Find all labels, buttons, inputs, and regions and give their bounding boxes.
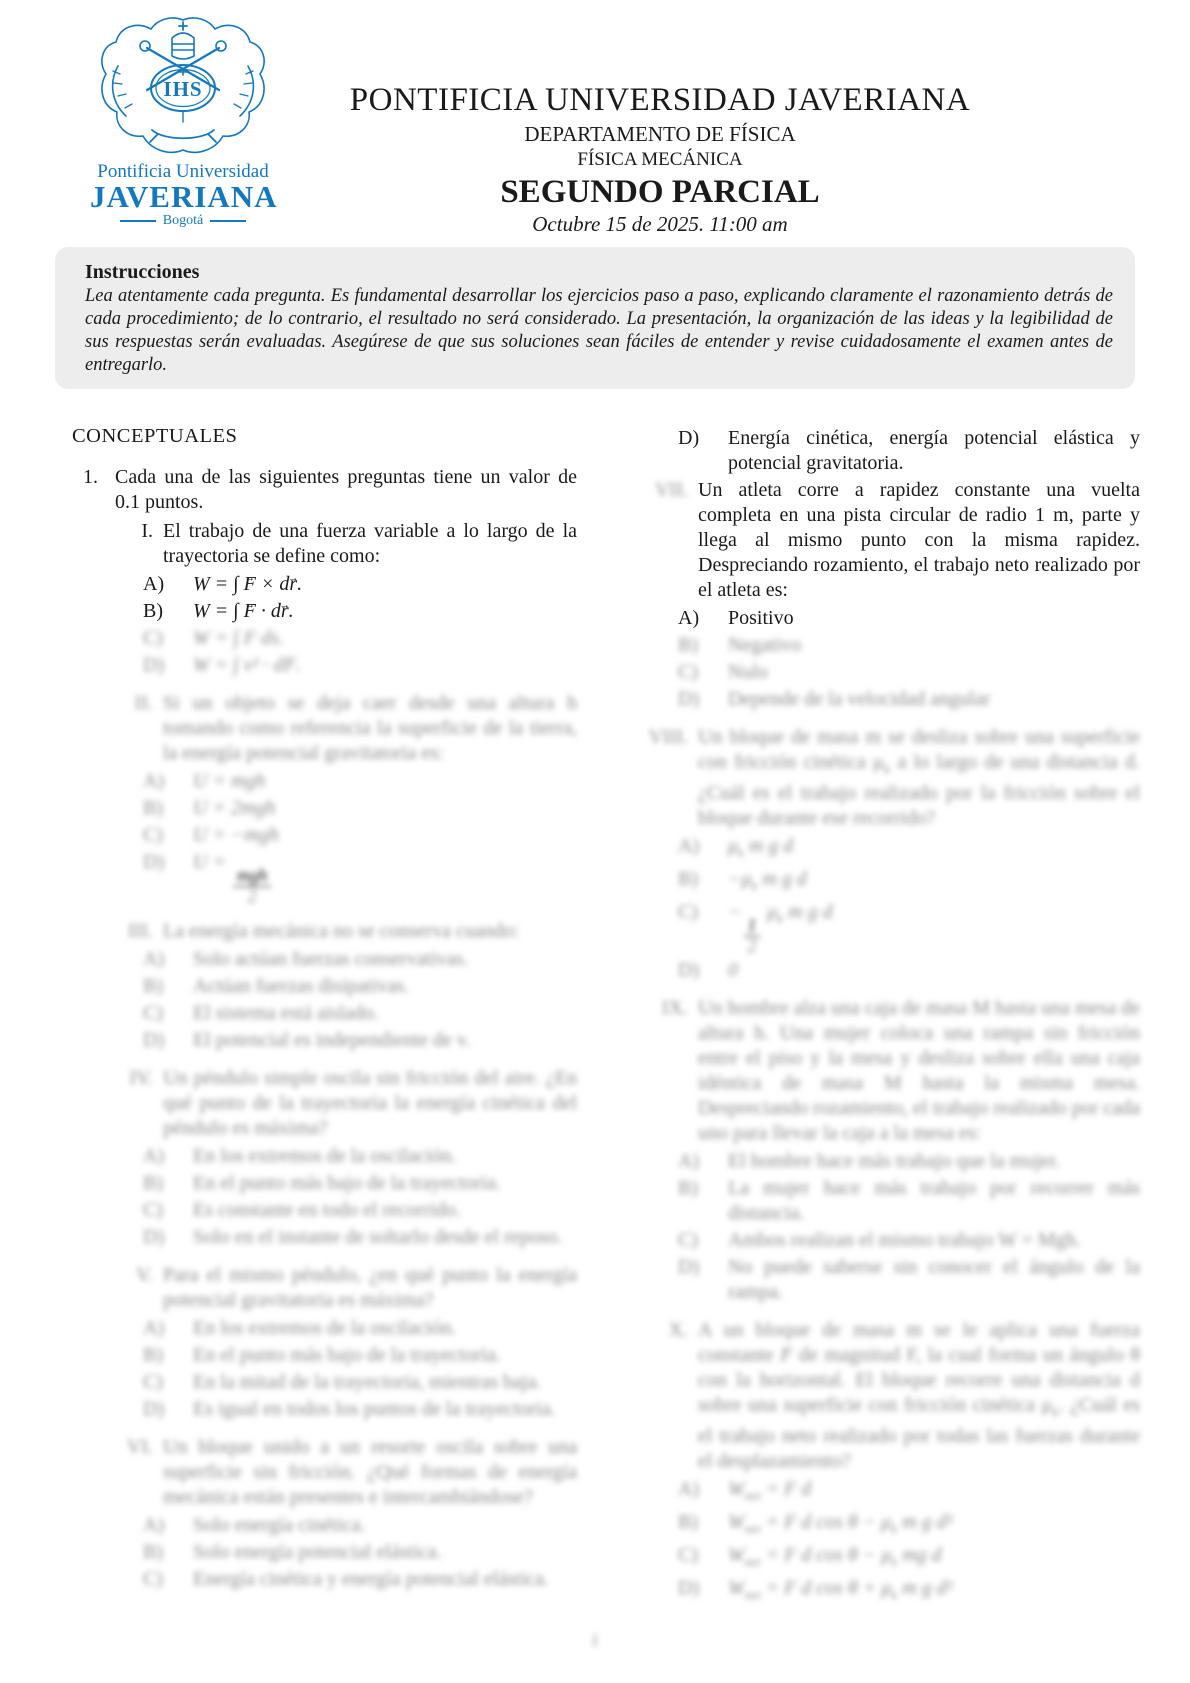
question-numeral: X. — [668, 1319, 688, 1342]
option-item — [678, 1176, 1140, 1226]
option-item — [678, 1149, 1140, 1174]
question-text: Un péndulo simple oscila sin fricción del aire. ¿En qué punto de la trayectoria la energía cinética del péndulo es máxima? — [163, 1067, 577, 1140]
question-text: A un bloque de masa m se le aplica una fuerza constante F → de magnitud F, la cual forma un ángulo θ con la horizontal. El bloque recorre una distancia d sobre una superficie con fricción cinética $\mu_k$. ¿Cuál es el trabajo neto realizado por todas las fuerzas durante el desplazamiento? — [698, 1318, 1140, 1474]
section-title: CONCEPTUALES — [72, 425, 238, 447]
question-text: Un bloque unido a un resorte oscila sobre una superficie sin fricción. ¿Qué formas de energía mecánica están presentes e intercambiándose? — [163, 1436, 577, 1509]
option-label: B) — [143, 1172, 163, 1195]
options-list — [143, 1513, 577, 1592]
option-label: D) — [143, 654, 165, 676]
option-text: Solo energía potencial elástica. — [193, 1541, 442, 1564]
option-label: A) — [143, 770, 165, 792]
option-label: B) — [678, 1177, 698, 1200]
question-text: Para el mismo péndulo, ¿en qué punto la energía potencial gravitatoria es máxima? — [163, 1264, 577, 1312]
question-numeral: V. — [136, 1264, 153, 1287]
option-text: Actúan fuerzas disipativas. — [193, 975, 410, 998]
question-item — [600, 1318, 1140, 1609]
option-item — [678, 834, 1140, 865]
option-label: C) — [143, 1371, 163, 1394]
option-label: C) — [678, 661, 698, 683]
department-name: DEPARTAMENTO DE FÍSICA — [524, 122, 796, 146]
option-label: D) — [678, 1577, 700, 1600]
logo-city-text: Bogotá — [162, 213, 204, 228]
option-label: A) — [143, 1145, 165, 1168]
option-item — [143, 1513, 577, 1538]
option-text: 0 — [728, 959, 738, 982]
option-item — [678, 1228, 1140, 1253]
option-text: $\mu_k$ m g d — [728, 835, 794, 860]
option-label: B) — [143, 797, 163, 819]
option-text: Energía cinética, energía potencial elástica y potencial gravitatoria. — [728, 427, 1140, 474]
question-text: La energía mecánica no se conserva cuando: — [163, 920, 520, 943]
option-text: U = mgh — [193, 770, 266, 792]
option-text: Energía cinética y energía potencial elástica. — [193, 1568, 549, 1591]
option-item — [678, 1543, 1140, 1574]
instructions-title: Instrucciones — [85, 261, 200, 283]
option-label: A) — [143, 573, 165, 595]
option-text: Solo energía cinética. — [193, 1514, 366, 1537]
option-item — [143, 769, 577, 794]
options-list — [143, 947, 577, 1053]
option-label: B) — [678, 634, 698, 656]
option-item — [143, 974, 577, 999]
option-text: La mujer hace más trabajo por recorrer más distancia. — [728, 1177, 1140, 1225]
question-body — [678, 1318, 1140, 1609]
question-body — [143, 1066, 577, 1252]
option-text: Es constante en todo el recorrido. — [193, 1199, 461, 1222]
option-label: A) — [678, 1478, 700, 1501]
option-item — [678, 1576, 1140, 1607]
option-text: Ambos realizan el mismo trabajo W = Mgh. — [728, 1229, 1081, 1252]
option-text: W = ∫ v² · dF →. — [193, 653, 577, 678]
option-label: D) — [678, 959, 700, 982]
options-list — [678, 606, 1140, 712]
question-text: El trabajo de una fuerza variable a lo largo de la trayectoria se define como: — [163, 520, 577, 567]
option-text: W = ∫ F → × dr →. — [193, 572, 577, 597]
option-label: C) — [143, 627, 163, 649]
question-numeral: VIII. — [648, 726, 688, 748]
option-text: En la mitad de la trayectoria, mientras baja. — [193, 1371, 542, 1394]
option-label: C) — [143, 824, 163, 846]
option-item — [143, 1198, 577, 1223]
question-item — [65, 1066, 577, 1252]
option-item — [143, 1370, 577, 1395]
question-body — [143, 919, 577, 1055]
option-label: B) — [678, 1511, 698, 1534]
option-item — [678, 1510, 1140, 1541]
option-text: En los extremos de la oscilación. — [193, 1145, 457, 1168]
option-text: $W_{net} = F$ d $\cos \theta + \mu_k$ m g d² — [728, 1577, 953, 1603]
instructions-body: Lea atentamente cada pregunta. Es fundamental desarrollar los ejercicios paso a paso, explicando claramente el razonamiento detrás de cada procedimiento; de lo contrario, el resultado no será considerado. La presentación, la organización de las ideas y la legibilidad de sus respuestas serán evaluadas. Asegúrese de que sus soluciones sean fáciles de entender y revise cuidadosamente el examen antes de entregarlo. — [85, 286, 1113, 375]
option-text: No puede saberse sin conocer el ángulo de la rampa. — [728, 1256, 1140, 1304]
option-item — [678, 1255, 1140, 1305]
question-item — [65, 691, 577, 908]
question-text: Un bloque de masa m se desliza sobre una superficie con fricción cinética $\mu_k$ a lo largo de una distancia d. ¿Cuál es el trabajo realizado por la fricción sobre el bloque durante ese recorrido? — [698, 726, 1140, 829]
option-label: D) — [143, 1029, 165, 1052]
option-label: C) — [678, 901, 698, 923]
option-label: C) — [143, 1002, 163, 1025]
option-label: A) — [143, 948, 165, 971]
question-item — [65, 1435, 577, 1594]
option-item — [678, 660, 1140, 685]
option-item — [143, 1028, 577, 1053]
option-item — [143, 796, 577, 821]
option-item — [143, 947, 577, 972]
continued-option-body — [678, 424, 1140, 478]
question-body — [143, 1263, 577, 1424]
question-item — [65, 919, 577, 1055]
option-item — [678, 900, 1140, 956]
option-item — [143, 850, 577, 906]
logo-rule-left — [120, 220, 156, 222]
option-text: $W_{net} = F$ d — [728, 1478, 812, 1504]
question-numeral: I. — [141, 520, 153, 542]
option-text: Es igual en todos los puntos de la trayectoria. — [193, 1398, 556, 1421]
numeral-spacer — [600, 424, 688, 478]
option-text: El potencial es independiente de v. — [193, 1029, 471, 1052]
options-list — [143, 1144, 577, 1250]
option-text: Negativo — [728, 634, 802, 656]
options-list — [143, 572, 577, 678]
option-text: Depende de la velocidad angular — [728, 688, 991, 710]
option-label: D) — [143, 1226, 165, 1249]
question-numeral: III. — [128, 920, 153, 943]
left-column — [65, 424, 577, 1594]
option-label: B) — [143, 1541, 163, 1564]
svg-text:IHS: IHS — [163, 77, 203, 101]
option-label: A) — [143, 1514, 165, 1537]
option-label: D) — [143, 1398, 165, 1421]
option-item — [143, 653, 577, 678]
option-text: U = −mgh — [193, 824, 279, 846]
option-label: A) — [678, 835, 700, 857]
option-text: Nulo — [728, 661, 768, 683]
option-label: B) — [678, 868, 698, 890]
university-name: PONTIFICIA UNIVERSIDAD JAVERIANA — [349, 82, 971, 118]
options-list — [143, 1316, 577, 1422]
question-numeral: VI. — [126, 1436, 153, 1459]
option-text: Positivo — [728, 607, 794, 629]
exam-date: Octubre 15 de 2025. 11:00 am — [532, 212, 788, 236]
option-item — [143, 1001, 577, 1026]
option-text: $W_{net} = F$ d $\cos \theta - \mu_k$ mg d — [728, 1544, 942, 1570]
logo-institution-text: Pontificia Universidad — [97, 161, 269, 182]
option-item — [143, 599, 577, 624]
question-item — [65, 519, 577, 680]
question-item — [600, 996, 1140, 1307]
question-body — [143, 1435, 577, 1594]
option-item — [143, 1171, 577, 1196]
option-item — [678, 633, 1140, 658]
option-item — [143, 626, 577, 651]
option-item — [143, 572, 577, 597]
option-item — [678, 606, 1140, 631]
option-text: $-\mu_k$ m g d — [728, 868, 807, 893]
option-item — [143, 1225, 577, 1250]
options-list — [678, 834, 1140, 983]
page-number: i — [592, 1630, 598, 1651]
option-text: El hombre hace más trabajo que la mujer. — [728, 1150, 1061, 1173]
option-label: C) — [678, 1229, 698, 1252]
question-item — [65, 1263, 577, 1424]
option-item — [678, 958, 1140, 983]
option-label: A) — [678, 607, 700, 629]
option-item — [143, 1397, 577, 1422]
question-body — [678, 996, 1140, 1307]
option-label: B) — [143, 975, 163, 998]
option-text: U = $\frac{\text{mgh}}{2}$ — [193, 850, 577, 906]
question-numeral: IX. — [661, 997, 688, 1020]
continued-question-fragment — [600, 424, 1140, 478]
instructions-box — [55, 247, 1135, 389]
option-label: A) — [143, 1317, 165, 1340]
option-item — [143, 1144, 577, 1169]
course-name: FÍSICA MECÁNICA — [577, 149, 743, 170]
option-text: − $\frac{1}{2}$ $\mu_k$ m g d — [728, 901, 833, 957]
continued-options — [600, 424, 1140, 478]
option-text: U = 2mgh — [193, 797, 276, 819]
question-numeral: IV. — [129, 1067, 153, 1090]
option-item — [678, 687, 1140, 712]
question-text: Un atleta corre a rapidez constante una vuelta completa en una pista circular de radio 1 m, parte y llega al mismo punto con la misma rapidez. Despreciando rozamiento, el trabajo neto realizado por el atleta es: — [698, 479, 1140, 601]
option-label: C) — [143, 1568, 163, 1591]
option-text: En los extremos de la oscilación. — [193, 1317, 457, 1340]
option-label: D) — [678, 1256, 700, 1279]
right-questions-list — [600, 478, 1140, 1609]
question-1-number: 1. — [83, 466, 98, 488]
question-body — [143, 519, 577, 680]
question-body — [678, 478, 1140, 714]
option-label: D) — [678, 688, 700, 710]
option-item — [143, 1540, 577, 1565]
option-item — [678, 426, 1140, 476]
option-item — [678, 1477, 1140, 1508]
option-label: B) — [143, 1344, 163, 1367]
option-item — [143, 1316, 577, 1341]
question-item — [600, 725, 1140, 985]
option-text: $W_{net} = F$ d $\cos \theta - \mu_k$ m g d² — [728, 1511, 953, 1537]
options-list — [678, 1477, 1140, 1607]
option-text: Solo en el instante de soltarlo desde el reposo. — [193, 1226, 563, 1249]
option-label: C) — [678, 1544, 698, 1567]
option-label: C) — [143, 1199, 163, 1222]
option-label: D) — [143, 851, 165, 873]
question-1 — [83, 465, 577, 515]
option-text: Solo actúan fuerzas conservativas. — [193, 948, 469, 971]
option-item — [143, 823, 577, 848]
option-text: El sistema está aislado. — [193, 1002, 379, 1025]
logo-wordmark: JAVERIANA — [90, 179, 278, 214]
option-item — [143, 1567, 577, 1592]
option-text: En el punto más bajo de la trayectoria. — [193, 1344, 501, 1367]
option-label: B) — [143, 600, 163, 622]
option-text: W = ∫ F → · dr →. — [193, 599, 577, 624]
question-item — [600, 478, 1140, 714]
option-item — [143, 1343, 577, 1368]
question-text: Un hombre alza una caja de masa M hasta una mesa de altura h. Una mujer coloca una rampa sin fricción entre el piso y la mesa y desliza sobre ella una caja idéntica de masa M hasta la misma mesa. Despreciando rozamiento, el trabajo realizado por cada uno para llevar la caja a la mesa es: — [698, 997, 1140, 1145]
option-label: D) — [678, 427, 700, 449]
option-item — [678, 867, 1140, 898]
option-text: En el punto más bajo de la trayectoria. — [193, 1172, 501, 1195]
question-text: Si un objeto se deja caer desde una altura h tomando como referencia la superficie de la tierra, la energía potencial gravitatoria es: — [163, 692, 577, 764]
options-list — [143, 769, 577, 907]
left-questions-list — [65, 519, 577, 1594]
option-text: W = ∫ F ds. — [193, 627, 284, 649]
question-numeral: II. — [134, 692, 153, 714]
exam-title: SEGUNDO PARCIAL — [500, 174, 820, 210]
question-1-text: Cada una de las siguientes preguntas tiene un valor de 0.1 puntos. — [115, 466, 577, 513]
option-label: A) — [678, 1150, 700, 1173]
right-column — [600, 424, 1140, 1609]
exam-header — [170, 82, 1150, 237]
question-numeral: VII. — [655, 479, 688, 501]
question-body — [678, 725, 1140, 985]
options-list — [678, 1149, 1140, 1305]
